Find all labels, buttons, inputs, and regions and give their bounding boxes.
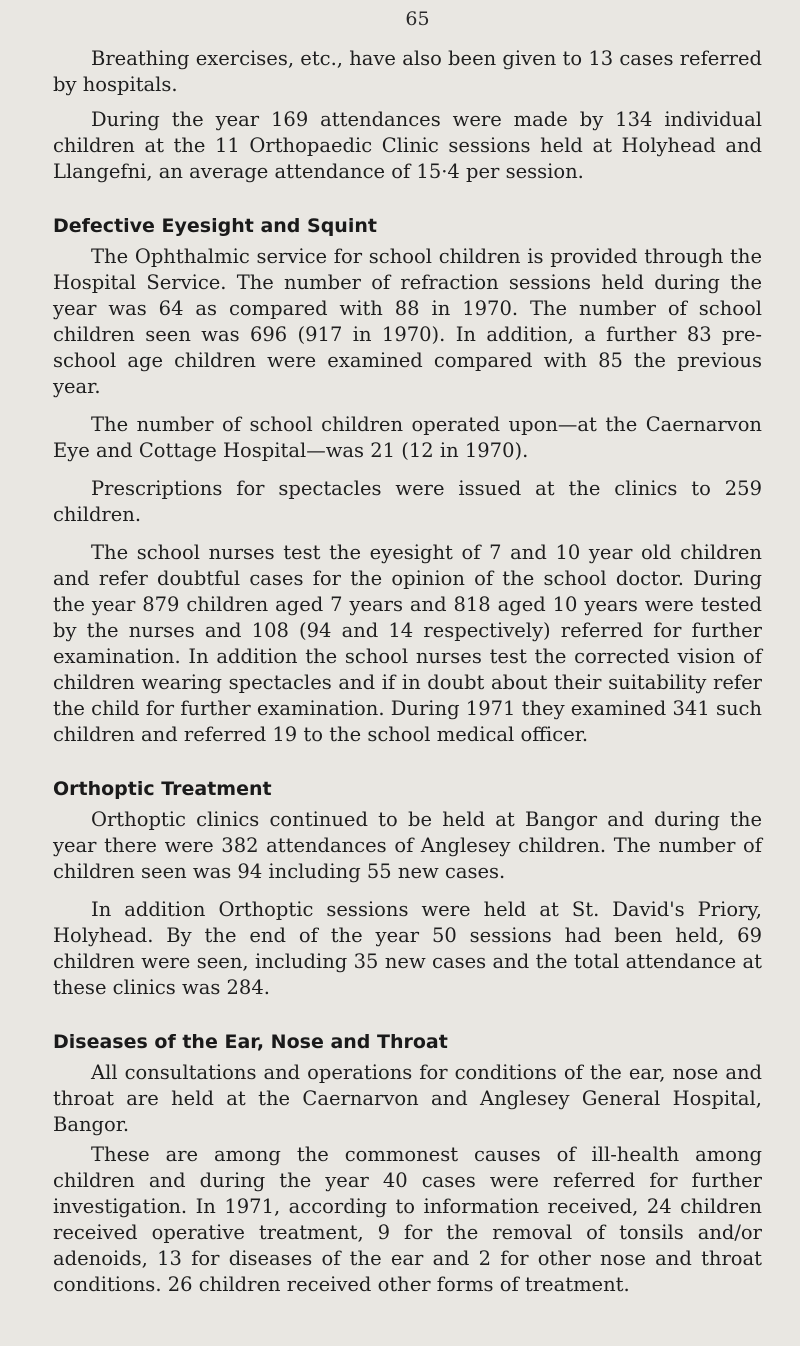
- heading-defective-eyesight: Defective Eyesight and Squint: [53, 215, 377, 237]
- section-orthoptic-treatment: [53, 778, 762, 1001]
- heading-ear-nose-throat: Diseases of the Ear, Nose and Throat: [53, 1031, 448, 1053]
- paragraph-orthoptic-bangor: Orthoptic clinics continued to be held at Bangor and during the year there were 382 attendances of Anglesey children. The number of children seen was 94 including 55 new cases.: [53, 808, 762, 883]
- paragraph-ophthalmic-service: The Ophthalmic service for school children is provided through the Hospital Service. The number of refraction sessions held during the year was 64 as compared with 88 in 1970. The number of school children seen was 696 (917 in 1970). In addition, a further 83 pre-school age children were examined compared with 85 the previous year.: [53, 245, 762, 398]
- paragraph-nurses-eyesight-test: The school nurses test the eyesight of 7 and 10 year old children and refer doubtful cases for the opinion of the school doctor. During the year 879 children aged 7 years and 818 aged 10 years were tested by the nurses and 108 (94 and 14 respectively) referred for further examination. In addition the school nurses test the corrected vision of children wearing spectacles and if in doubt about their suitability refer the child for further examination. During 1971 they examined 341 such children and referred 19 to the school medical officer.: [53, 541, 762, 746]
- paragraph-ent-consultations: All consultations and operations for conditions of the ear, nose and throat are held at the Caernarvon and Anglesey General Hospital, Bangor.: [53, 1061, 762, 1136]
- paragraph-prescriptions: Prescriptions for spectacles were issued at the clinics to 259 children.: [53, 477, 762, 526]
- heading-orthoptic-treatment: Orthoptic Treatment: [53, 778, 272, 800]
- paragraph-operated-upon: The number of school children operated upon—at the Caernarvon Eye and Cottage Hospital—was 21 (12 in 1970).: [53, 413, 762, 462]
- paragraph-orthopaedic-clinic: During the year 169 attendances were made by 134 individual children at the 11 Orthopaedic Clinic sessions held at Holyhead and Llangefni, an average attendance of 15·4 per session.: [53, 108, 762, 183]
- paragraph-ent-causes: These are among the commonest causes of ill-health among children and during the year 40 cases were referred for further investigation. In 1971, according to information received, 24 children received operative treatment, 9 for the removal of tonsils and/or adenoids, 13 for diseases of the ear and 2 for other nose and throat conditions. 26 children received other forms of treatment.: [53, 1143, 762, 1296]
- paragraph-breathing-exercises: Breathing exercises, etc., have also been given to 13 cases referred by hospitals.: [53, 47, 762, 96]
- page-number: 65: [405, 8, 430, 30]
- section-ear-nose-throat: [53, 1031, 762, 1298]
- paragraph-orthoptic-holyhead: In addition Orthoptic sessions were held at St. David's Priory, Holyhead. By the end of the year 50 sessions had been held, 69 children were seen, including 35 new cases and the total attendance at these clinics was 284.: [53, 898, 762, 999]
- section-defective-eyesight: [53, 215, 762, 748]
